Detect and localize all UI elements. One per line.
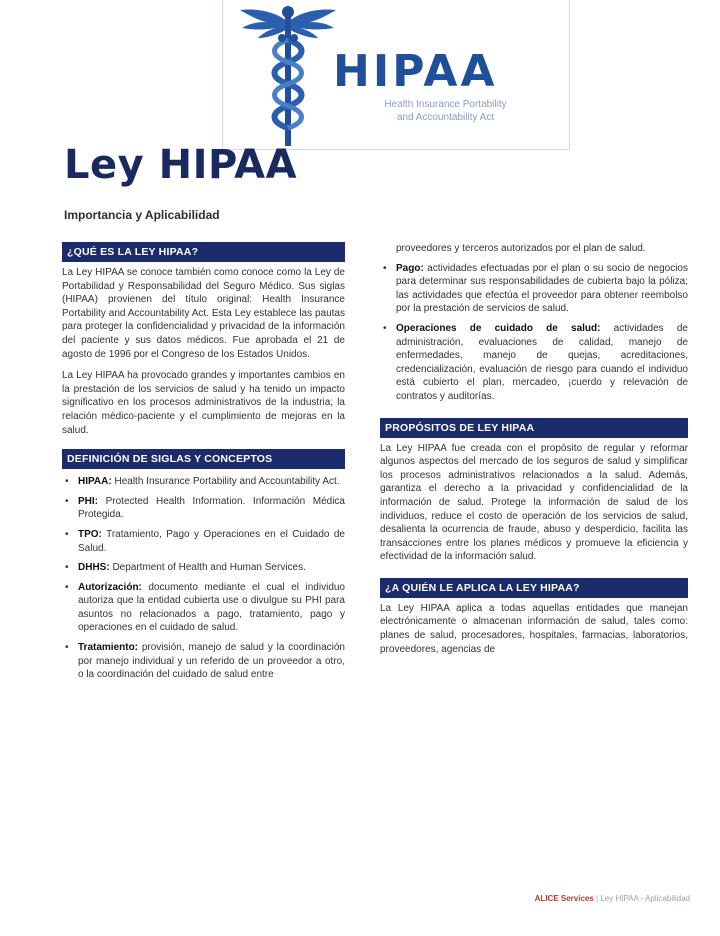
list-item [380, 262, 688, 316]
bullet-icon: • [65, 642, 69, 654]
page-footer [535, 894, 690, 903]
list-item [62, 495, 345, 522]
definition: Tratamiento, Pago y Operaciones en el Cuidado de Salud. [78, 528, 345, 554]
footer-text: | Ley HIPAA - Aplicabilidad [593, 894, 690, 903]
footer-name: ALICE Services [534, 894, 594, 903]
left-column [62, 242, 345, 688]
document-subtitle: Importancia y Aplicabilidad [64, 208, 220, 222]
list-item [62, 528, 345, 555]
term: TPO: [78, 528, 102, 540]
term: Tratamiento: [78, 642, 139, 654]
definition: actividades efectuadas por el plan o su socio de negocios para determinar sus responsabilidades de cubierta bajo la póliza; las actividades que efectúa el proveedor para obtener reembolso por la prestación de servicios de salud. [396, 262, 688, 315]
bullet-icon: • [65, 528, 69, 540]
continued-text: proveedores y terceros autorizados por el plan de salud. [396, 243, 646, 254]
logo-wordmark: HIPAA [333, 46, 498, 97]
logo-subtitle-line2: and Accountability Act [396, 112, 495, 123]
paragraph: La Ley HIPAA ha provocado grandes y importantes cambios en la prestación de los servicios de salud y ha tenido un impacto significativo en los procesos administrativos de la industria; la relación médico-paciente y el cumplimiento de mejoras en la salud. [62, 370, 345, 436]
bullet-icon: • [383, 322, 387, 334]
bullet-icon: • [65, 562, 69, 574]
section-heading-definicion: DEFINICIÓN DE SIGLAS Y CONCEPTOS [62, 449, 345, 469]
definition: documento mediante el cual el individuo autoriza que la entidad cubierta use o divulgue su PHI para asuntos no relacionados a pago, tratamiento, pago y operaciones en el cuidado de salud. [78, 581, 345, 634]
right-column [380, 242, 688, 656]
definitions-list-continued [380, 262, 688, 404]
definition: Protected Health Information. Información Médica Protegida. [78, 495, 345, 521]
list-item [62, 641, 345, 682]
list-item [62, 581, 345, 635]
caduceus-icon [236, 0, 340, 148]
definition: provisión, manejo de salud y la coordinación por manejo individual y un referido de un proveedor a otro, o la coordinación del cuidado de salud entre [78, 642, 345, 681]
paragraph: La Ley HIPAA se conoce también como conoce como la Ley de Portabilidad y Responsabilidad del Seguro Médico. Sus siglas (HIPAA) provienen del título original: Health Insurance Portability and Accountability Act. Esta Ley establece las pautas para proteger la confidencialidad y privacidad de la información del paciente y sus datos médicos. Fue aprobada el 21 de agosto de 1996 por el Congreso de los Estados Unidos. [62, 267, 345, 360]
definition: Health Insurance Portability and Accountability Act. [111, 476, 340, 488]
bullet-icon: • [65, 581, 69, 593]
definition: Department of Health and Human Services. [109, 562, 306, 574]
bullet-icon: • [65, 476, 69, 488]
definition: actividades de administración, evaluaciones de calidad, manejo de enfermedades, manejo de quejas, acreditaciones, credencialización, evaluación de riesgo para cuando el individuo está cubierto el plan, mercadeo, ¡cuerdo y relevación de contratos y auditorías. [396, 322, 688, 402]
document-title: Ley HIPAA [64, 142, 298, 188]
logo-subtitle [333, 98, 558, 124]
list-item [62, 475, 345, 489]
term: Pago: [396, 262, 424, 274]
list-item [380, 322, 688, 404]
bullet-icon: • [383, 262, 387, 274]
term: HIPAA: [78, 476, 112, 488]
term: DHHS: [78, 562, 110, 574]
term: Operaciones de cuidado de salud: [396, 322, 601, 334]
logo-subtitle-line1: Health Insurance Portability [384, 99, 507, 110]
term: PHI: [78, 495, 98, 507]
definitions-list [62, 475, 345, 682]
paragraph: La Ley HIPAA fue creada con el propósito de regular y reformar algunos aspectos del mercado de los seguros de salud y simplificar los procesos administrativos relacionados a la salud. Además, garantiza el derecho a la privacidad y confidencialidad de la información de salud. Protege la información de salud de los individuos, reduce el costo de operación de los servicios de salud, desalienta la ocurrencia de fraude, abuso y desperdicio, facilita las transacciones entre los planes médicos y promueve la eficiencia y efectividad de la información salud. [380, 442, 688, 563]
list-item [62, 561, 345, 575]
section-heading-a-quien: ¿A QUIÉN LE APLICA LA LEY HIPAA? [380, 578, 688, 598]
section-heading-que-es: ¿QUÉ ES LA LEY HIPAA? [62, 242, 345, 262]
term: Autorización: [78, 581, 142, 593]
bullet-icon: • [65, 495, 69, 507]
paragraph: La Ley HIPAA aplica a todas aquellas entidades que manejan electrónicamente o almacenan información de salud, tales como: planes de salud, procesadores, hospitales, farmacias, laboratorios, proveedores, agencias de [380, 602, 688, 655]
section-heading-propositos: PROPÓSITOS DE LEY HIPAA [380, 418, 688, 438]
